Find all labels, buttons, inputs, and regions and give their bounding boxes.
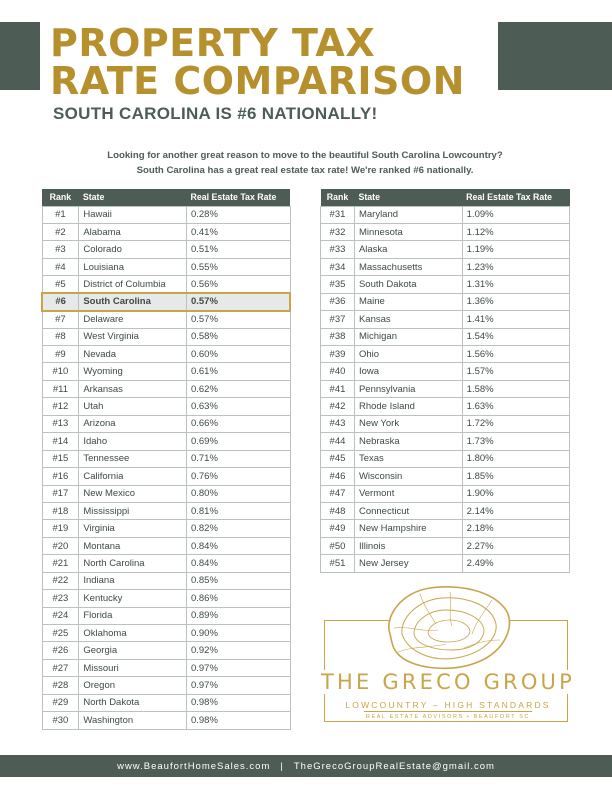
cell-rank: #8: [42, 328, 79, 345]
cell-state: Oregon: [79, 677, 187, 694]
column-header-rate: Real Estate Tax Rate: [186, 189, 290, 206]
cell-rank: #25: [42, 625, 79, 642]
table-row: [321, 450, 570, 467]
cell-state: Texas: [354, 450, 462, 467]
cell-rate: 0.55%: [186, 258, 290, 275]
cell-state: North Dakota: [79, 694, 187, 711]
cell-rank: #45: [321, 450, 355, 467]
table-row: [42, 398, 290, 415]
table-header-row: [42, 189, 290, 206]
intro-text: [80, 148, 530, 178]
cell-rank: #13: [42, 415, 79, 432]
cell-state: Arizona: [79, 415, 187, 432]
cell-rank: #26: [42, 642, 79, 659]
table-row: [321, 485, 570, 502]
cell-rank: #44: [321, 433, 355, 450]
table-row: [42, 572, 290, 589]
cell-rate: 1.63%: [462, 398, 569, 415]
cell-state: Massachusetts: [354, 258, 462, 275]
cell-rate: 0.51%: [186, 241, 290, 258]
table-row: [42, 520, 290, 537]
oyster-shell-icon: [380, 582, 516, 674]
cell-rate: 1.19%: [462, 241, 569, 258]
cell-state: California: [79, 468, 187, 485]
cell-rank: #29: [42, 694, 79, 711]
table-row: [42, 223, 290, 240]
table-row: [42, 468, 290, 485]
table-row: [321, 206, 570, 223]
cell-rate: 2.18%: [462, 520, 569, 537]
cell-rate: 1.31%: [462, 276, 569, 293]
cell-rate: 1.56%: [462, 346, 569, 363]
table-row: [42, 206, 290, 223]
cell-rate: 0.60%: [186, 346, 290, 363]
cell-state: Colorado: [79, 241, 187, 258]
table-row: [321, 293, 570, 310]
cell-state: Maryland: [354, 206, 462, 223]
cell-state: New Hampshire: [354, 520, 462, 537]
cell-rate: 1.58%: [462, 380, 569, 397]
cell-state: Hawaii: [79, 206, 187, 223]
greco-group-logo: [318, 582, 578, 732]
title-line-2: RATE COMPARISON: [50, 59, 465, 103]
cell-state: Idaho: [79, 433, 187, 450]
cell-rate: 0.84%: [186, 555, 290, 572]
table-row: [321, 328, 570, 345]
cell-state: West Virginia: [79, 328, 187, 345]
header-accent-bar-left: [0, 22, 40, 90]
table-row: [321, 433, 570, 450]
table-row: [42, 694, 290, 711]
page-subtitle: SOUTH CAROLINA IS #6 NATIONALLY!: [53, 104, 378, 123]
table-row: [321, 380, 570, 397]
table-row: [321, 520, 570, 537]
cell-rank: #39: [321, 346, 355, 363]
cell-rank: #22: [42, 572, 79, 589]
cell-rank: #5: [42, 276, 79, 293]
cell-rank: #11: [42, 380, 79, 397]
cell-rank: #27: [42, 659, 79, 676]
table-row: [42, 433, 290, 450]
table-row: [42, 485, 290, 502]
cell-state: Rhode Island: [354, 398, 462, 415]
cell-rate: 0.84%: [186, 537, 290, 554]
cell-rate: 0.71%: [186, 450, 290, 467]
cell-rank: #33: [321, 241, 355, 258]
table-row: [42, 712, 290, 729]
title-line-1: PROPERTY TAX: [50, 21, 376, 65]
cell-rate: 0.58%: [186, 328, 290, 345]
cell-state: Missouri: [79, 659, 187, 676]
cell-rate: 0.76%: [186, 468, 290, 485]
cell-state: Louisiana: [79, 258, 187, 275]
cell-rate: 0.97%: [186, 677, 290, 694]
cell-rate: 0.86%: [186, 590, 290, 607]
cell-state: Arkansas: [79, 380, 187, 397]
table-row: [321, 415, 570, 432]
cell-rate: 2.14%: [462, 502, 569, 519]
cell-rank: #49: [321, 520, 355, 537]
table-row: [42, 328, 290, 345]
table-row: [42, 659, 290, 676]
cell-state: Florida: [79, 607, 187, 624]
table-row: [42, 502, 290, 519]
cell-rank: #32: [321, 223, 355, 240]
cell-rate: 1.57%: [462, 363, 569, 380]
cell-state: Vermont: [354, 485, 462, 502]
table-row: [321, 468, 570, 485]
cell-rank: #24: [42, 607, 79, 624]
table-row: [42, 276, 290, 293]
table-row: [321, 258, 570, 275]
cell-rank: #36: [321, 293, 355, 310]
cell-rate: 1.12%: [462, 223, 569, 240]
cell-state: Oklahoma: [79, 625, 187, 642]
table-row: [321, 241, 570, 258]
table-row: [321, 537, 570, 554]
cell-rate: 2.27%: [462, 537, 569, 554]
cell-state: Alaska: [354, 241, 462, 258]
table-row: [321, 276, 570, 293]
cell-state: New Jersey: [354, 555, 462, 572]
cell-rank: #15: [42, 450, 79, 467]
cell-state: New York: [354, 415, 462, 432]
logo-tagline: LOWCOUNTRY – HIGH STANDARDS: [345, 700, 551, 710]
cell-state: Indiana: [79, 572, 187, 589]
cell-rank: #28: [42, 677, 79, 694]
table-row: [42, 258, 290, 275]
page-title: [50, 21, 500, 103]
table-row: [42, 590, 290, 607]
cell-state: Wyoming: [79, 363, 187, 380]
table-row: [42, 625, 290, 642]
cell-rank: #10: [42, 363, 79, 380]
cell-rank: #1: [42, 206, 79, 223]
cell-rank: #42: [321, 398, 355, 415]
cell-state: Iowa: [354, 363, 462, 380]
cell-rank: #40: [321, 363, 355, 380]
cell-rank: #46: [321, 468, 355, 485]
cell-rate: 2.49%: [462, 555, 569, 572]
cell-rank: #47: [321, 485, 355, 502]
table-row: [42, 363, 290, 380]
logo-brand-name: THE GRECO GROUP: [318, 670, 578, 694]
logo-subtagline: REAL ESTATE ADVISORS • BEAUFORT SC: [365, 714, 531, 720]
cell-rate: 0.89%: [186, 607, 290, 624]
column-header-rank: Rank: [321, 189, 355, 206]
cell-rate: 1.80%: [462, 450, 569, 467]
cell-state: Minnesota: [354, 223, 462, 240]
cell-rank: #18: [42, 502, 79, 519]
table-row: [42, 346, 290, 363]
cell-rate: 1.09%: [462, 206, 569, 223]
cell-rate: 1.36%: [462, 293, 569, 310]
table-row: [42, 380, 290, 397]
cell-rate: 0.80%: [186, 485, 290, 502]
cell-rank: #34: [321, 258, 355, 275]
cell-rate: 1.72%: [462, 415, 569, 432]
cell-state: Michigan: [354, 328, 462, 345]
cell-rank: #31: [321, 206, 355, 223]
cell-state: Ohio: [354, 346, 462, 363]
cell-state: Alabama: [79, 223, 187, 240]
cell-state: Virginia: [79, 520, 187, 537]
cell-state: Delaware: [79, 311, 187, 328]
cell-rate: 0.98%: [186, 694, 290, 711]
table-row: [42, 555, 290, 572]
cell-rate: 0.85%: [186, 572, 290, 589]
cell-rate: 1.23%: [462, 258, 569, 275]
cell-rate: 0.62%: [186, 380, 290, 397]
cell-state: Montana: [79, 537, 187, 554]
cell-state: Mississippi: [79, 502, 187, 519]
cell-rate: 1.73%: [462, 433, 569, 450]
cell-rate: 0.81%: [186, 502, 290, 519]
cell-rank: #21: [42, 555, 79, 572]
cell-rank: #30: [42, 712, 79, 729]
cell-rank: #12: [42, 398, 79, 415]
cell-rank: #43: [321, 415, 355, 432]
cell-rate: 0.57%: [186, 311, 290, 328]
logo-divider: [364, 711, 532, 712]
cell-rank: #9: [42, 346, 79, 363]
column-header-rank: Rank: [42, 189, 79, 206]
cell-state: Connecticut: [354, 502, 462, 519]
cell-rate: 0.92%: [186, 642, 290, 659]
cell-rank: #51: [321, 555, 355, 572]
column-header-rate: Real Estate Tax Rate: [462, 189, 569, 206]
cell-rank: #35: [321, 276, 355, 293]
cell-state: Georgia: [79, 642, 187, 659]
table-row: [42, 450, 290, 467]
column-header-state: State: [354, 189, 462, 206]
cell-rank: #16: [42, 468, 79, 485]
cell-rank: #7: [42, 311, 79, 328]
table-row: [42, 642, 290, 659]
table-row: [321, 502, 570, 519]
cell-state: Washington: [79, 712, 187, 729]
cell-state: South Carolina: [79, 293, 187, 310]
cell-rank: #41: [321, 380, 355, 397]
tax-rate-table-left: [41, 189, 291, 730]
cell-state: Utah: [79, 398, 187, 415]
table-row: [321, 346, 570, 363]
cell-rate: 0.90%: [186, 625, 290, 642]
cell-rate: 0.63%: [186, 398, 290, 415]
cell-rank: #3: [42, 241, 79, 258]
footer-website-link[interactable]: www.BeaufortHomeSales.com: [117, 760, 271, 772]
table-header-row: [321, 189, 570, 206]
header-accent-bar-right: [498, 22, 612, 90]
cell-rank: #17: [42, 485, 79, 502]
cell-rate: 1.54%: [462, 328, 569, 345]
cell-state: Nebraska: [354, 433, 462, 450]
cell-state: New Mexico: [79, 485, 187, 502]
cell-rate: 0.82%: [186, 520, 290, 537]
cell-rank: #23: [42, 590, 79, 607]
cell-rate: 0.98%: [186, 712, 290, 729]
table-row: [321, 398, 570, 415]
cell-rate: 0.28%: [186, 206, 290, 223]
cell-rate: 0.66%: [186, 415, 290, 432]
cell-rate: 0.56%: [186, 276, 290, 293]
cell-state: Maine: [354, 293, 462, 310]
footer-email-link[interactable]: TheGrecoGroupRealEstate@gmail.com: [293, 760, 495, 772]
footer-separator: |: [280, 760, 284, 772]
cell-state: Kentucky: [79, 590, 187, 607]
table-row: [42, 537, 290, 554]
cell-rank: #19: [42, 520, 79, 537]
cell-rate: 0.69%: [186, 433, 290, 450]
table-row: [42, 415, 290, 432]
cell-rank: #4: [42, 258, 79, 275]
cell-rate: 0.57%: [186, 293, 290, 310]
cell-rank: #38: [321, 328, 355, 345]
table-row-highlighted: [42, 293, 290, 310]
intro-line-1: Looking for another great reason to move to the beautiful South Carolina Lowcountry?: [107, 150, 503, 161]
cell-rank: #50: [321, 537, 355, 554]
footer-bar: [0, 755, 612, 777]
cell-rate: 0.61%: [186, 363, 290, 380]
cell-rank: #20: [42, 537, 79, 554]
intro-line-2: South Carolina has a great real estate tax rate! We're ranked #6 nationally.: [136, 165, 474, 176]
table-row: [321, 311, 570, 328]
cell-state: District of Columbia: [79, 276, 187, 293]
cell-state: South Dakota: [354, 276, 462, 293]
table-row: [321, 555, 570, 572]
cell-rank: #6: [42, 293, 79, 310]
cell-rank: #37: [321, 311, 355, 328]
table-row: [42, 677, 290, 694]
tax-rate-table-right: [320, 189, 570, 573]
cell-state: Illinois: [354, 537, 462, 554]
cell-rate: 1.41%: [462, 311, 569, 328]
cell-state: Wisconsin: [354, 468, 462, 485]
table-row: [42, 607, 290, 624]
cell-state: Pennsylvania: [354, 380, 462, 397]
cell-state: Tennessee: [79, 450, 187, 467]
table-row: [42, 241, 290, 258]
cell-rank: #2: [42, 223, 79, 240]
cell-rank: #48: [321, 502, 355, 519]
table-row: [42, 311, 290, 328]
cell-rate: 0.97%: [186, 659, 290, 676]
cell-state: North Carolina: [79, 555, 187, 572]
cell-rank: #14: [42, 433, 79, 450]
cell-rate: 1.90%: [462, 485, 569, 502]
cell-rate: 0.41%: [186, 223, 290, 240]
cell-rate: 1.85%: [462, 468, 569, 485]
column-header-state: State: [79, 189, 187, 206]
cell-state: Kansas: [354, 311, 462, 328]
table-row: [321, 223, 570, 240]
table-row: [321, 363, 570, 380]
cell-state: Nevada: [79, 346, 187, 363]
